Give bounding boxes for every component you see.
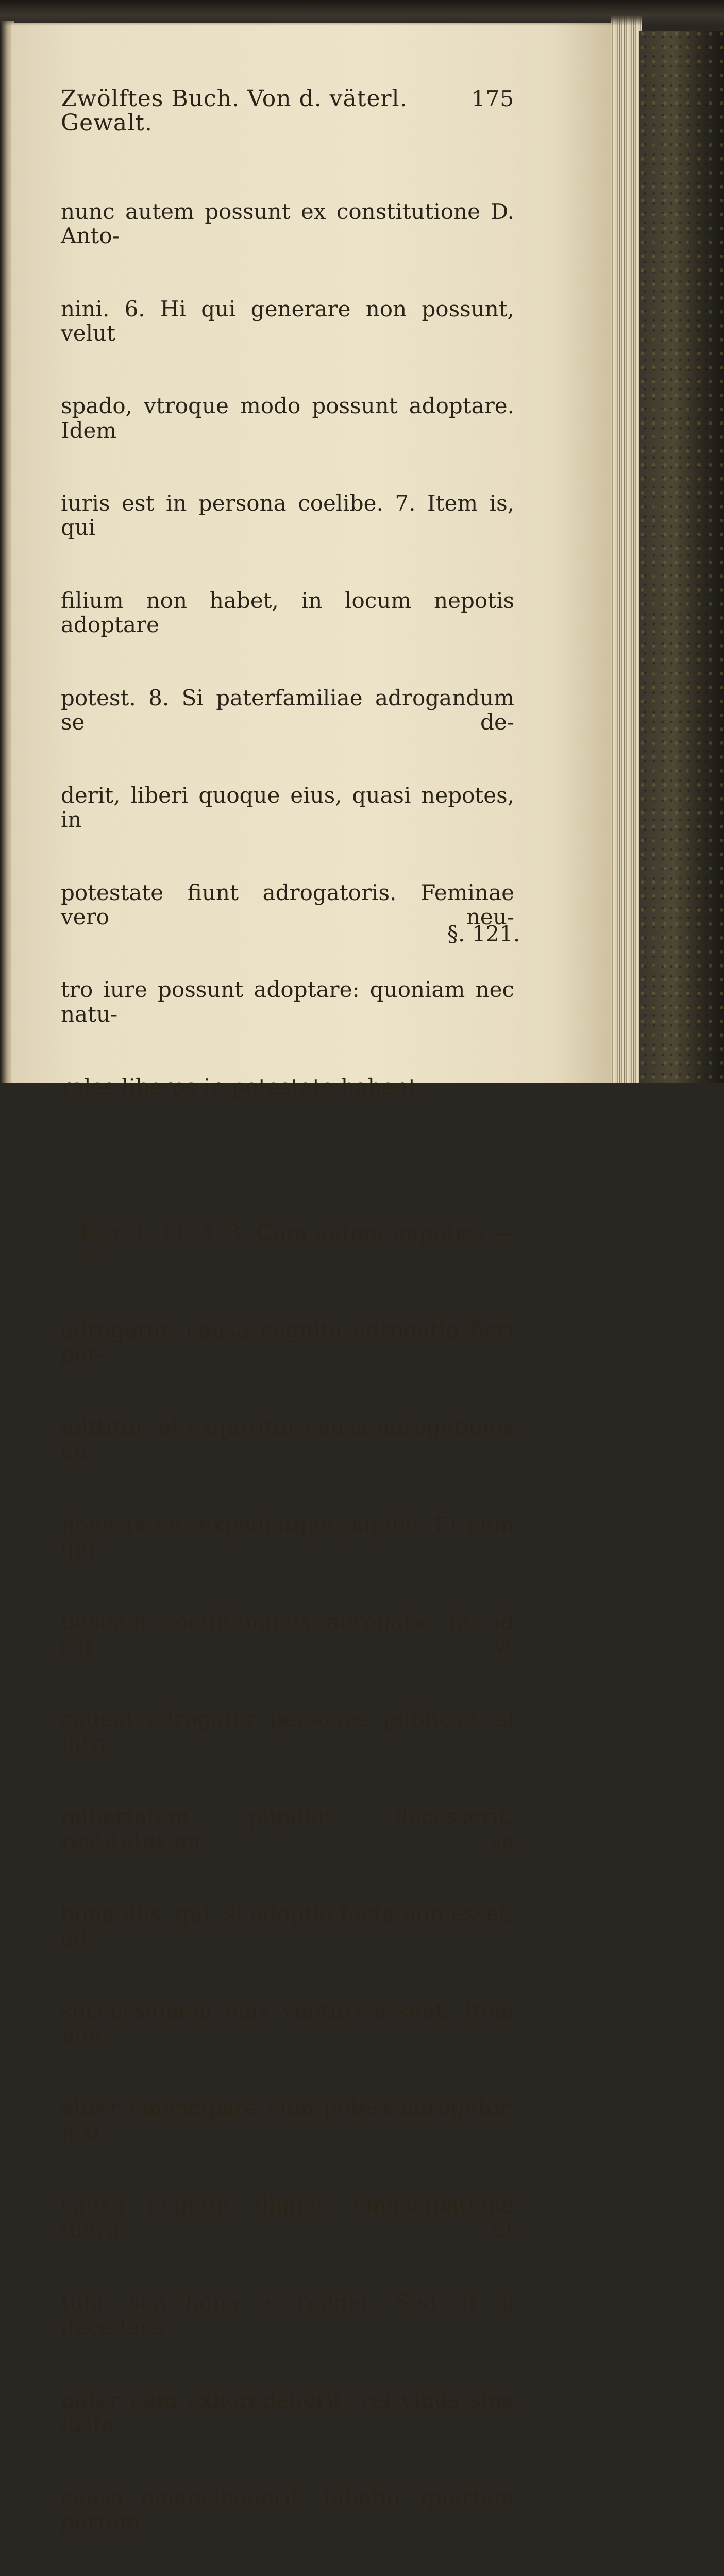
text-line: nini. 6. Hi qui generare non possunt, velut	[61, 296, 514, 346]
text-line: aliter emancipare eum potest adrogator, nisi	[61, 2095, 514, 2145]
text-line: iuris est in persona coelibe. 7. Item is, qui	[61, 490, 514, 540]
book-cover	[639, 31, 724, 1083]
running-title: Zwölftes Buch. Von d. väterl. Gewalt.	[61, 86, 408, 137]
text-line: potestate fiunt adrogatoris. Feminae vero neu-	[61, 879, 514, 929]
text-block	[61, 87, 514, 2576]
text-line: filium non habet, in locum nepotis adoptare	[61, 588, 514, 638]
page-number: 175	[471, 86, 514, 111]
text-line: potest. 8. Si paterfamiliae adrogandum se de-	[61, 685, 514, 735]
top-shadow	[0, 0, 724, 26]
text-line: nunc autem possunt ex constitutione D. Anto-	[61, 198, 514, 249]
text-line: spado, vtroque modo possunt adoptare. Idem	[61, 393, 514, 443]
text-line: caueat adrogator personae publicae, si intra	[61, 1706, 514, 1756]
citation: Inst. I. 11. §. 3.	[79, 1220, 248, 1246]
paragraph-1	[61, 150, 514, 1147]
running-header	[61, 87, 514, 135]
text-line: causa emancipauerit, iubetur quartam partem	[61, 2484, 514, 2534]
text-line: pubertatem pupillus decesserit, restituturum se	[61, 1804, 514, 1854]
text-line: successionem eius venturi essent. Item non	[61, 1998, 514, 2048]
text-line: causa cognita dignus emancipatione fuerit, et	[61, 2193, 514, 2243]
catchword: §. 121.	[447, 921, 520, 946]
paragraph-2	[61, 1172, 514, 2576]
text-line: honesta sit, expediatque pupillo. Et cum qui-	[61, 1512, 514, 1562]
text-line: busdam conditionibus adrogatio fit, id est vt	[61, 1609, 514, 1659]
text-line: mittitur, et exquiritur causa adrogationis an	[61, 1414, 514, 1464]
page-block-edges	[611, 15, 642, 1083]
text-line: pater eum exheredauerit, vel viuus sine iusta	[61, 2387, 514, 2437]
text-line-content: Cum autem impubes — —	[79, 1220, 515, 1270]
text-line: bona illis, qui, si adoptio facta non esset, ad	[61, 1901, 514, 1951]
text-line-first	[61, 1221, 514, 1269]
text-line: tunc sua bona ei reddat. Sed et si decedens	[61, 2290, 514, 2340]
text-line: rales liberos in potestate habent.	[61, 1074, 424, 1100]
text-line: tro iure possunt adoptare: quoniam nec natu-	[61, 977, 514, 1027]
text-line: adrogatur, causa cognita adrogatio fieri per-	[61, 1317, 514, 1367]
text-line: derit, liberi quoque eius, quasi nepotes, in	[61, 782, 514, 832]
